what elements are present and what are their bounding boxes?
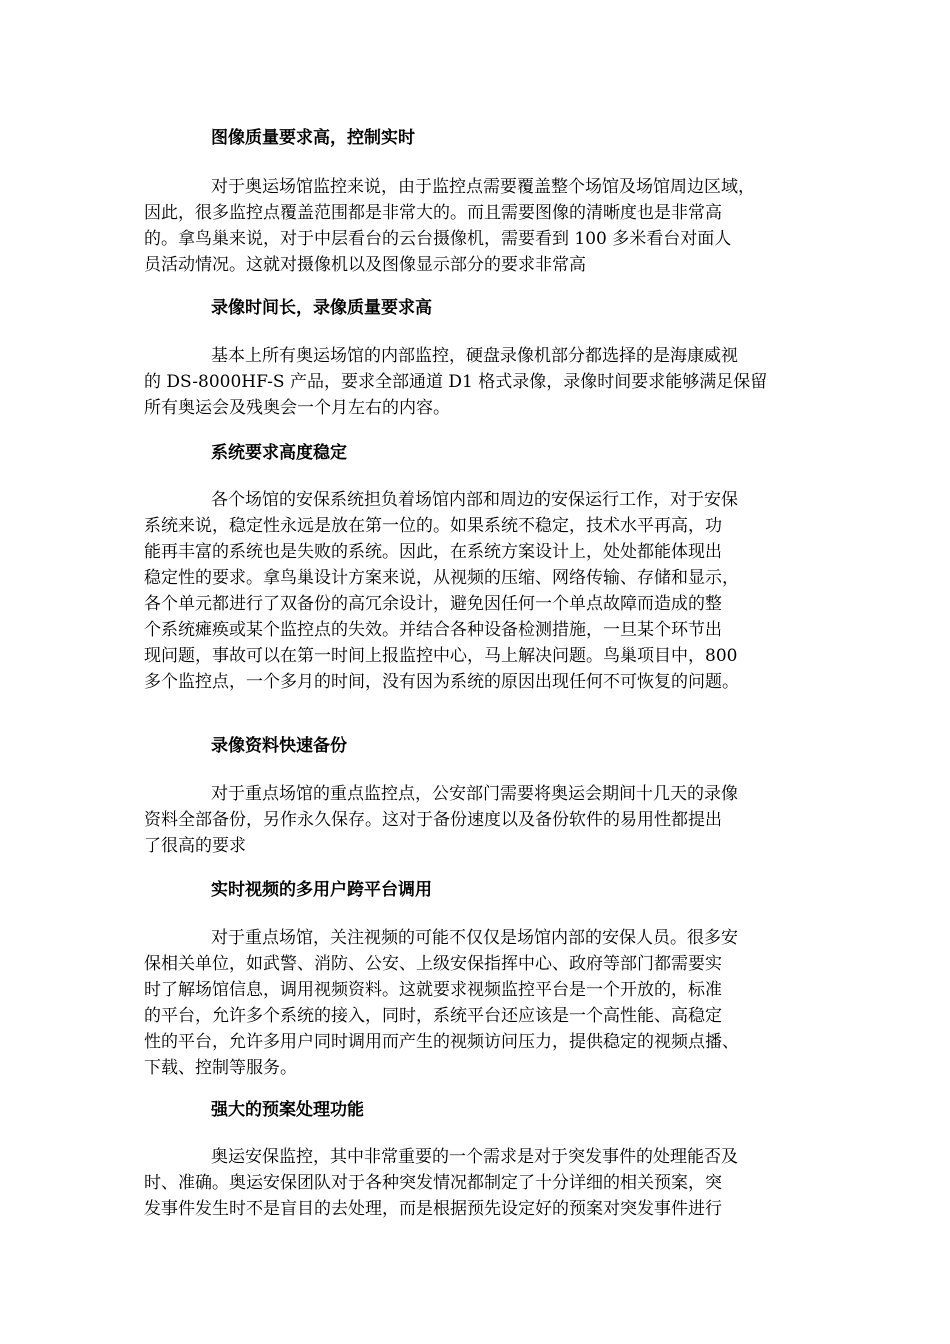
body-line: 的。拿鸟巢来说，对于中层看台的云台摄像机，需要看到 100 多米看台对面人	[144, 229, 732, 249]
section-heading-image-quality: 图像质量要求高，控制实时	[211, 128, 415, 148]
body-line: 下载、控制等服务。	[144, 1058, 297, 1078]
section-heading-fast-backup: 录像资料快速备份	[211, 736, 347, 756]
body-line: 资料全部备份，另作永久保存。这对于备份速度以及备份软件的易用性都提出	[144, 810, 722, 830]
section-body-multi-user-video	[144, 925, 814, 1081]
body-line: 时、准确。奥运安保团队对于各种突发情况都制定了十分详细的相关预案，突	[144, 1173, 722, 1193]
body-line: 因此，很多监控点覆盖范围都是非常大的。而且需要图像的清晰度也是非常高	[144, 203, 722, 223]
body-line: 能再丰富的系统也是失败的系统。因此，在系统方案设计上，处处都能体现出	[144, 542, 722, 562]
body-line: 保相关单位，如武警、消防、公安、上级安保指挥中心、政府等部门都需要实	[144, 954, 722, 974]
body-line: 基本上所有奥运场馆的内部监控，硬盘录像机部分都选择的是海康威视	[211, 346, 738, 366]
body-line: 现问题，事故可以在第一时间上报监控中心，马上解决问题。鸟巢项目中，800	[144, 646, 738, 666]
body-line: 发事件发生时不是盲目的去处理，而是根据预先设定好的预案对突发事件进行	[144, 1199, 722, 1219]
body-line: 稳定性的要求。拿鸟巢设计方案来说，从视频的压缩、网络传输、存储和显示，	[144, 568, 739, 588]
body-line: 系统来说，稳定性永远是放在第一位的。如果系统不稳定，技术水平再高，功	[144, 516, 722, 536]
body-line: 对于重点场馆，关注视频的可能不仅仅是场馆内部的安保人员。很多安	[211, 928, 738, 948]
body-line: 员活动情况。这就对摄像机以及图像显示部分的要求非常高	[144, 255, 586, 275]
section-body-contingency-plans	[144, 1144, 814, 1222]
body-line: 对于重点场馆的重点监控点，公安部门需要将奥运会期间十几天的录像	[211, 784, 738, 804]
section-heading-recording-duration: 录像时间长，录像质量要求高	[211, 298, 432, 318]
body-line: 奥运安保监控，其中非常重要的一个需求是对于突发事件的处理能否及	[211, 1147, 738, 1167]
body-line: 对于奥运场馆监控来说，由于监控点需要覆盖整个场馆及场馆周边区域，	[211, 177, 755, 197]
section-heading-multi-user-video: 实时视频的多用户跨平台调用	[211, 880, 432, 900]
section-body-image-quality	[144, 174, 814, 278]
body-line: 的平台，允许多个系统的接入，同时，系统平台还应该是一个高性能、高稳定	[144, 1006, 722, 1026]
body-line: 性的平台，允许多用户同时调用而产生的视频访问压力，提供稳定的视频点播、	[144, 1032, 739, 1052]
section-heading-system-stability: 系统要求高度稳定	[211, 443, 347, 463]
body-line: 时了解场馆信息，调用视频资料。这就要求视频监控平台是一个开放的，标准	[144, 980, 722, 1000]
body-line: 各个场馆的安保系统担负着场馆内部和周边的安保运行工作，对于安保	[211, 490, 738, 510]
body-line: 的 DS-8000HF-S 产品，要求全部通道 D1 格式录像，录像时间要求能够满足保留	[144, 372, 768, 392]
body-line: 多个监控点，一个多月的时间，没有因为系统的原因出现任何不可恢复的问题。	[144, 672, 739, 692]
body-line: 了很高的要求	[144, 836, 246, 856]
section-heading-contingency-plans: 强大的预案处理功能	[211, 1100, 364, 1120]
section-body-fast-backup	[144, 781, 814, 859]
section-body-recording-duration	[144, 343, 814, 421]
body-line: 所有奥运会及残奥会一个月左右的内容。	[144, 398, 450, 418]
body-line: 各个单元都进行了双备份的高冗余设计，避免因任何一个单点故障而造成的整	[144, 594, 722, 614]
section-body-system-stability	[144, 487, 814, 695]
body-line: 个系统瘫痪或某个监控点的失效。并结合各种设备检测措施，一旦某个环节出	[144, 620, 722, 640]
